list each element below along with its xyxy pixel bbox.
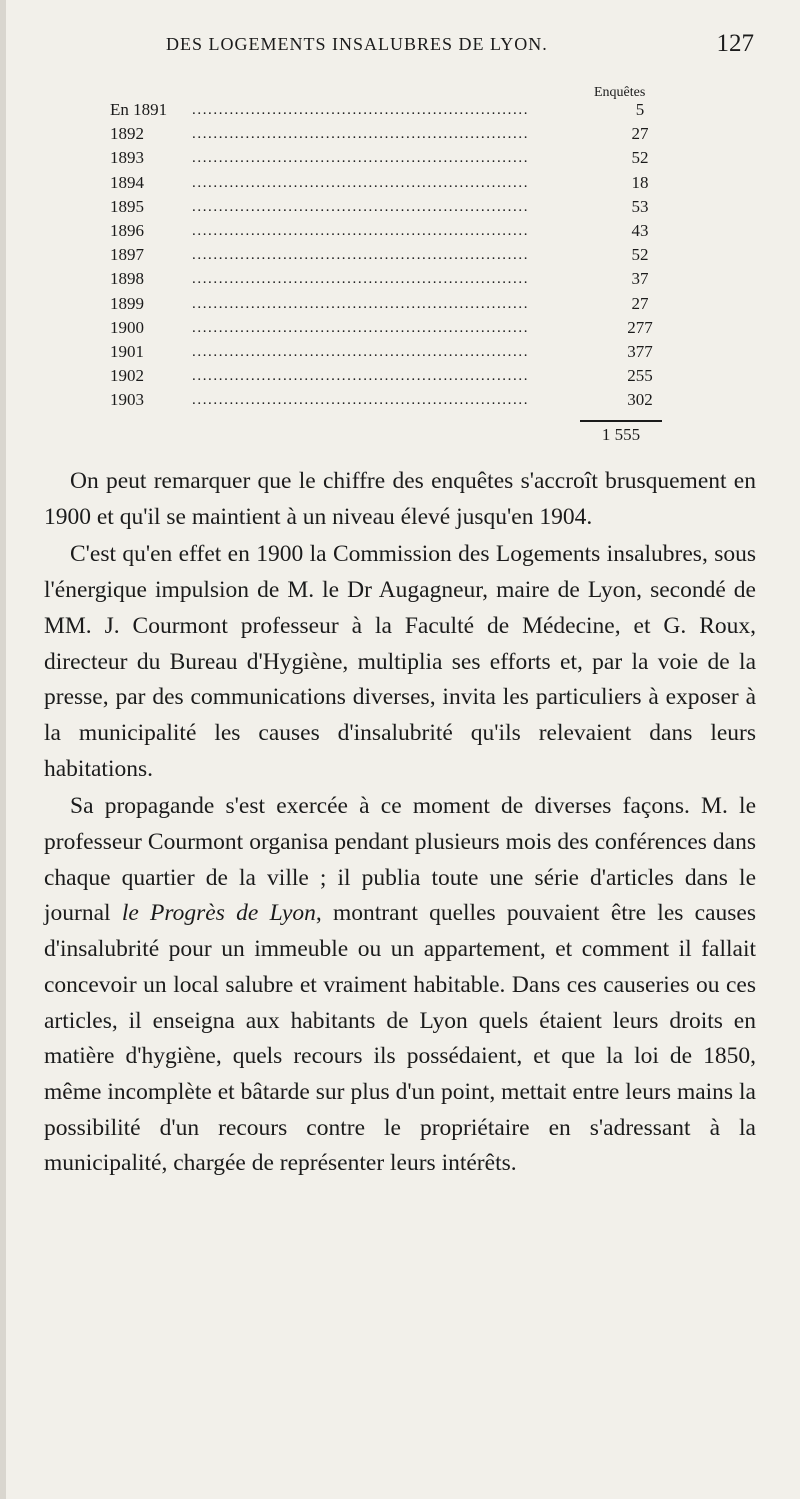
paragraph-2: C'est qu'en effet en 1900 la Commission des Logements insalubres, sous l'énergique impulsion de M. le Dr Augagneur, maire de Lyon, secondé de MM. J. Courmont professeur à la Faculté de Médecine, et G. Roux, directeur du Bureau d'Hygiène, multiplia ses efforts et, par la voie de la presse, par des communications diverses, invita les particuliers à exposer à la municipalité les causes d'insalubrité qu'ils relevaient dans leurs habitations. <box>44 541 756 782</box>
paragraph-3 <box>44 789 756 1182</box>
row-year: 1903 <box>110 390 144 410</box>
paragraph-3-end: , montrant quelles pouvaient être les causes d'insalubrité pour un immeuble ou un appartement, et comment il fallait concevoir un local salubre et vraiment habitable. Dans ces causeries ou ces articles, il enseigna aux habitants de Lyon quels étaient leurs droits en matière d'hygiène, quels recours ils possédaient, et que la loi de 1850, même incomplète et bâtarde sur plus d'un point, mettait entre leurs mains la possibilité d'un recours contre le propriétaire en s'adressant à la municipalité, chargée de représenter leurs intérêts. <box>44 900 756 1177</box>
total-rule <box>580 420 662 422</box>
row-leader-dots: ............................................................... <box>192 368 530 385</box>
enquetes-table <box>0 0 800 460</box>
row-count: 277 <box>627 317 653 337</box>
row-leader-dots: ............................................................... <box>192 392 530 409</box>
row-leader-dots: ............................................................... <box>192 174 530 191</box>
row-leader-dots: ............................................................... <box>192 198 530 215</box>
page-number: 127 <box>716 30 754 57</box>
row-leader-dots: ............................................................... <box>192 102 530 118</box>
table-row <box>110 342 670 366</box>
row-leader-dots: ............................................................... <box>192 223 530 239</box>
row-year: 1899 <box>110 293 144 313</box>
table-row <box>110 245 670 269</box>
row-count: 52 <box>631 148 649 168</box>
row-leader-dots: ............................................................... <box>192 344 530 360</box>
row-count: 43 <box>631 221 649 240</box>
paragraph-1: On peut remarquer que le chiffre des enquêtes s'accroît brusquement en 1900 et qu'il se maintient à un niveau élevé jusqu'en 1904. <box>44 468 756 530</box>
row-year: 1892 <box>110 124 144 144</box>
table-row <box>110 366 670 390</box>
table-row <box>110 197 670 221</box>
row-year: 1902 <box>110 366 144 386</box>
table-row <box>110 100 670 124</box>
paragraph-3-start: Sa propagande s'est exercée à ce moment de diverses façons. M. le professeur Courmont organisa pendant plusieurs mois des conférences dans chaque quartier de la ville ; il publia toute une série d'articles dans le journal <box>44 793 756 927</box>
row-leader-dots: ............................................................... <box>192 247 530 264</box>
row-count: 52 <box>631 245 649 265</box>
row-year: En 1891 <box>110 100 168 119</box>
row-year: 1900 <box>110 317 144 337</box>
row-year: 1893 <box>110 148 144 168</box>
table-row <box>110 221 670 245</box>
row-count: 27 <box>631 293 649 313</box>
row-count: 18 <box>631 172 649 192</box>
row-leader-dots: ............................................................... <box>192 271 530 288</box>
row-leader-dots: ............................................................... <box>192 295 530 312</box>
row-year: 1894 <box>110 172 144 192</box>
table-row <box>110 173 670 197</box>
row-year: 1897 <box>110 245 144 265</box>
running-title: DES LOGEMENTS INSALUBRES DE LYON. <box>166 34 548 54</box>
table-row <box>110 269 670 293</box>
row-count: 255 <box>627 366 653 386</box>
table-row <box>110 390 670 414</box>
row-leader-dots: ............................................................... <box>192 150 530 167</box>
table-row <box>110 148 670 172</box>
row-leader-dots: ............................................................... <box>192 319 530 336</box>
row-count: 302 <box>627 390 653 410</box>
row-leader-dots: ............................................................... <box>192 126 530 143</box>
journal-title: le Progrès de Lyon <box>121 900 316 927</box>
row-count: 53 <box>631 196 649 216</box>
table-row <box>110 124 670 148</box>
row-year: 1895 <box>110 196 144 216</box>
table-row <box>110 294 670 318</box>
row-count: 27 <box>631 124 649 144</box>
row-year: 1896 <box>110 221 144 240</box>
row-count: 377 <box>627 342 653 361</box>
row-count: 37 <box>631 269 649 289</box>
total-value: 1 555 <box>601 425 641 444</box>
row-year: 1901 <box>110 342 144 361</box>
column-header: Enquêtes <box>594 85 646 100</box>
row-year: 1898 <box>110 269 144 289</box>
body-text <box>44 464 756 1182</box>
row-count: 5 <box>635 100 645 119</box>
table-row <box>110 318 670 342</box>
